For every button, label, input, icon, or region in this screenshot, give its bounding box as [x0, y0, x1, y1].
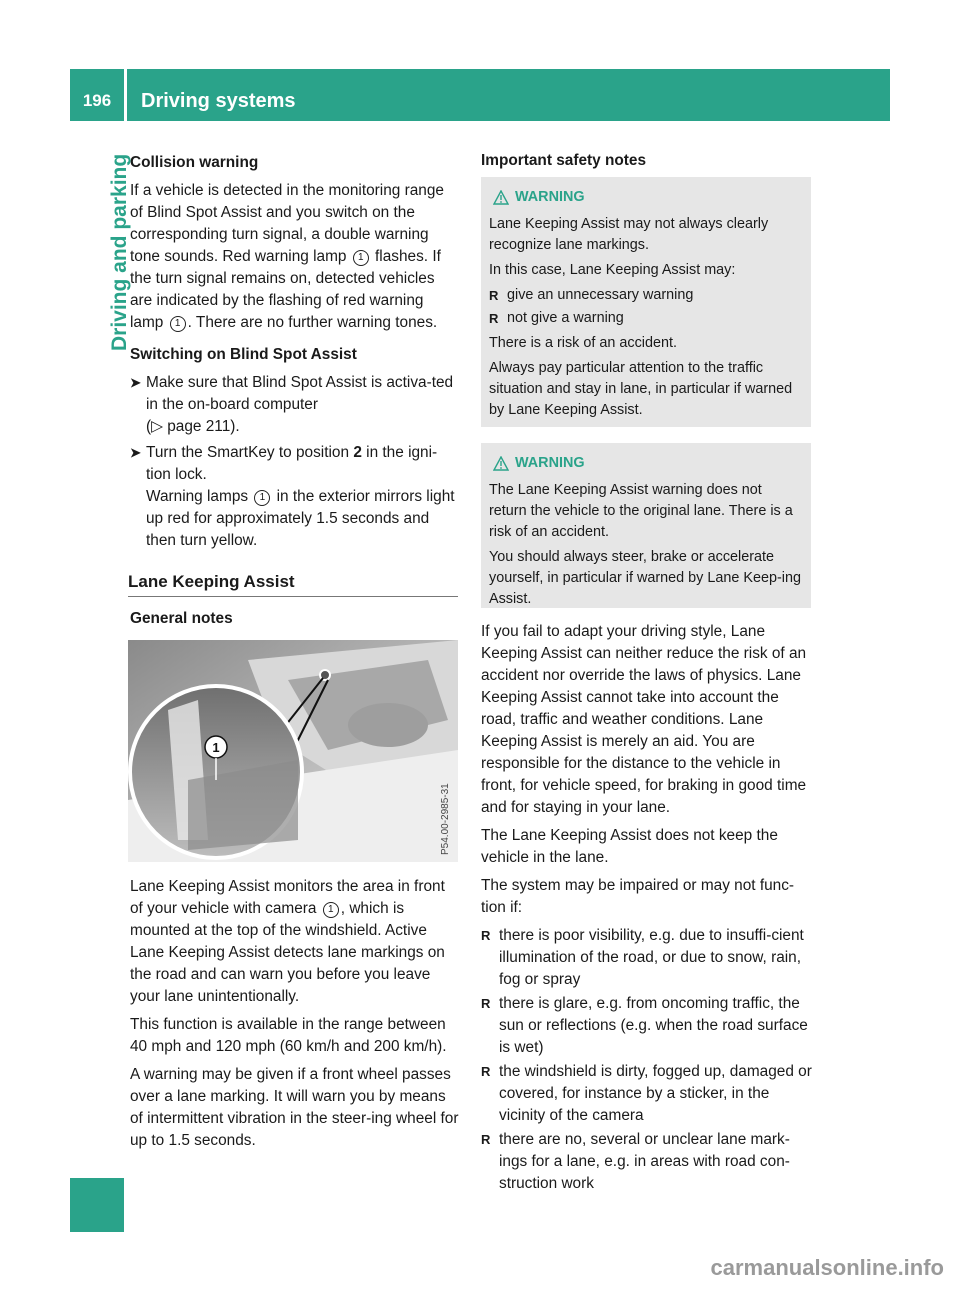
warning-triangle-icon — [493, 190, 509, 205]
figure-code: P54.00-2985-31 — [440, 783, 451, 855]
warning-header — [489, 187, 803, 208]
warning-text: There is a risk of an accident. — [489, 335, 677, 351]
list-item: R there is glare, e.g. from oncoming traffic, the sun or reflections (e.g. when the road surface is wet) — [481, 995, 808, 1056]
warning-label: WARNING — [515, 455, 585, 471]
list-item: R the windshield is dirty, fogged up, damaged or covered, for instance by a sticker, in the vicinity of the camera — [481, 1063, 812, 1124]
page-reference[interactable]: (▷ page 211). — [146, 418, 240, 435]
list-item: R there are no, several or unclear lane mark-ings for a lane, e.g. in areas with road con-struction work — [481, 1131, 790, 1192]
section-title: Driving systems — [127, 69, 890, 121]
responsibility-paragraph: If you fail to adapt your driving style, Lane Keeping Assist can neither reduce the risk of an accident nor override the laws of physics. Lane Keeping Assist cannot take into account the road, traffic and weather conditions. Lane Keeping Assist is merely an aid. You are responsible for the distance to the vehicle in front, for vehicle speed, for braking in good time and for staying in your lane. — [481, 623, 807, 816]
warning-text: The Lane Keeping Assist warning does not return the vehicle to the original lane. There is a risk of an accident. — [489, 482, 793, 540]
side-tab-marker — [70, 1178, 124, 1232]
warning-triangle-icon — [493, 456, 509, 471]
lka-intro-paragraph: Lane Keeping Assist monitors the area in front of your vehicle with camera 1 , which is mounted at the top of the windshield. Active Lane Keeping Assist detects lane markings on the road and can warn you before you leave your lane unintentionally. — [130, 878, 445, 1005]
general-notes-heading: General notes — [130, 610, 233, 627]
camera-figure — [128, 640, 458, 862]
list-item: R there is poor visibility, e.g. due to insuffi-cient illumination of the road, or due to snow, rain, fog or spray — [481, 927, 804, 988]
safety-heading: Important safety notes — [481, 152, 647, 169]
left-column-lower — [130, 876, 459, 1158]
bullet-icon: R — [481, 996, 491, 1011]
warning-text: You should always steer, brake or accelerate yourself, in particular if warned by Lane Keep-ing Assist. — [489, 549, 801, 607]
step-arrow-icon: ➤ — [130, 445, 141, 460]
figure-callout-1: 1 — [212, 740, 220, 755]
warning-text: In this case, Lane Keeping Assist may: — [489, 262, 736, 278]
keep-lane-paragraph: The Lane Keeping Assist does not keep the vehicle in the lane. — [481, 827, 778, 866]
side-tab-label: Driving and parking — [108, 153, 131, 351]
bullet-icon: R — [481, 928, 491, 943]
bullet-icon: R — [481, 1064, 491, 1079]
warning-text: Lane Keeping Assist may not always clearly recognize lane markings. — [489, 216, 769, 253]
warning-box-2 — [481, 443, 811, 608]
warning-header — [489, 453, 803, 474]
callout-1-icon: 1 — [323, 902, 339, 918]
bullet-icon: R — [489, 311, 499, 326]
callout-1-icon: 1 — [254, 490, 270, 506]
bullet-icon: R — [481, 1132, 491, 1147]
speed-range-paragraph: This function is available in the range between 40 mph and 120 mph (60 km/h and 200 km/h). — [130, 1016, 447, 1055]
warning-label: WARNING — [515, 189, 585, 205]
collision-heading: Collision warning — [130, 154, 259, 171]
collision-paragraph: If a vehicle is detected in the monitoring range of Blind Spot Assist and you switch on the corresponding turn signal, a double warning tone sounds. Red warning lamp 1 flashes. If the turn signal remains on, detected vehicles are indicated by the flashing of red warning lamp 1 . There are no further warning tones. — [130, 182, 444, 331]
car-interior-illustration — [128, 640, 458, 862]
step-arrow-icon: ➤ — [130, 375, 141, 390]
left-column — [130, 152, 459, 556]
bullet-icon: R — [489, 288, 499, 303]
step-1: ➤ Make sure that Blind Spot Assist is activa-ted in the on-board computer (▷ page 211). — [130, 374, 454, 435]
lka-heading-rule — [128, 572, 458, 597]
callout-1-icon: 1 — [170, 316, 186, 332]
warning-text: Always pay particular attention to the traffic situation and stay in lane, in particular if warned by Lane Keeping Assist. — [489, 360, 793, 418]
warning-box-1 — [481, 177, 811, 427]
side-tab — [70, 141, 131, 351]
watermark: carmanualsonline.info — [710, 1255, 944, 1280]
right-column-body — [481, 621, 812, 1197]
vibration-paragraph: A warning may be given if a front wheel passes over a lane marking. It will warn you by means of intermittent vibration in the steer-ing wheel for up to 1.5 seconds. — [130, 1066, 459, 1149]
lka-heading: Lane Keeping Assist — [128, 572, 295, 591]
callout-1-icon: 1 — [353, 250, 369, 266]
switching-heading: Switching on Blind Spot Assist — [130, 346, 357, 363]
warning-list-item: R give an unnecessary warning — [489, 285, 803, 306]
impaired-paragraph: The system may be impaired or may not func-tion if: — [481, 877, 795, 916]
step-2: ➤ Turn the SmartKey to position 2 in the igni-tion lock. Warning lamps 1 in the exterior mirrors light up red for approximately 1.5 seconds and then turn yellow. — [130, 444, 455, 549]
warning-list-item: R not give a warning — [489, 308, 803, 329]
page-number: 196 — [70, 69, 124, 121]
